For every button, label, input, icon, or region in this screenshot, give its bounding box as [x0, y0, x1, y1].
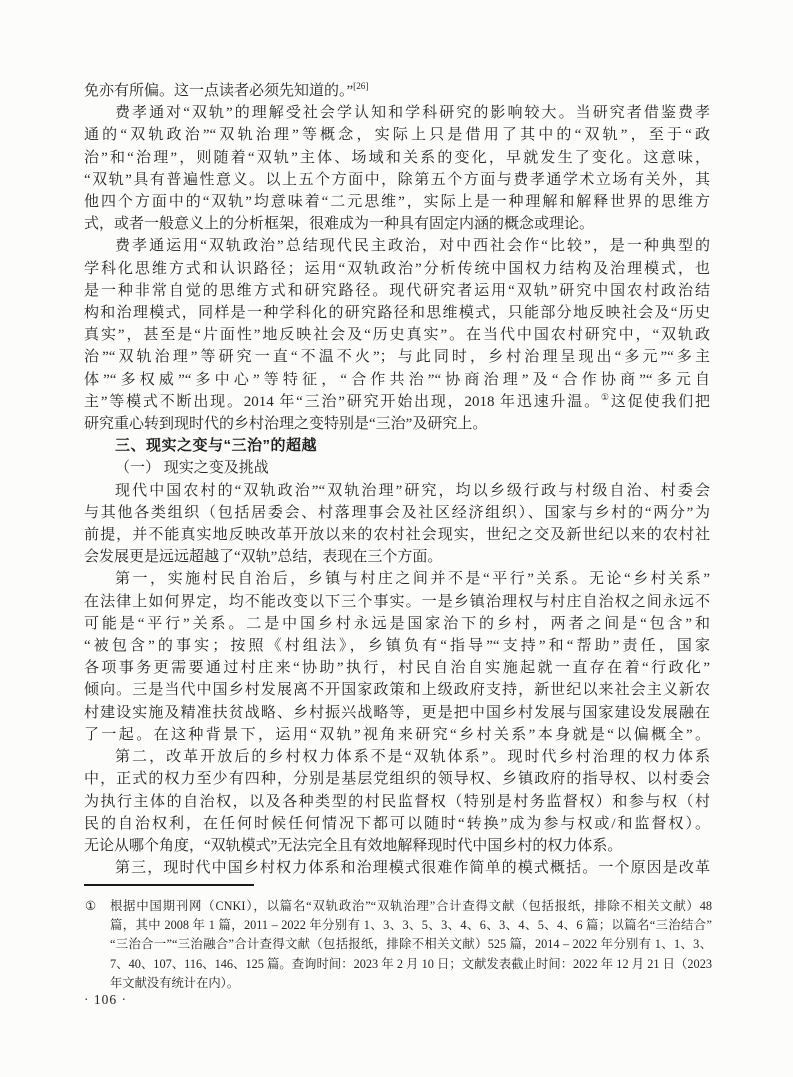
text-line: 第二，改革开放后的乡村权力体系不是“双轨体系”。现时代乡村治理的权力体系	[115, 749, 710, 766]
paragraph	[84, 857, 710, 879]
paragraph	[84, 102, 710, 235]
text-line: 主”等模式不断出现。2014 年“三治”研究开始出现，2018 年迅速升温。①这促使我们把	[84, 391, 710, 410]
text-line: 是一种非常自觉的思维方式和研究路径。现代研究者运用“双轨”研究中国农村政治结	[84, 282, 710, 299]
text-line: 现代中国农村的“双轨政治”“双轨治理”研究，均以乡级行政与村级自治、村委会	[115, 482, 710, 499]
text-line: 中，正式的权力至少有四种，分别是基层党组织的领导权、乡镇政府的指导权、以村委会	[84, 771, 710, 788]
text-line: 可能是“平行”关系。二是中国乡村永远是国家治下的乡村，两者之间是“包含”和	[84, 615, 710, 632]
text-line: 真实”，甚至是“片面性”地反映社会及“历史真实”。在当代中国农村研究中，“双轨政	[84, 327, 710, 344]
text-line: 会发展更是远远超越了“双轨”总结，表现在三个方面。	[84, 549, 443, 566]
text-line: 免亦有所偏。这一点读者必须先知道的。”[26]	[84, 81, 369, 99]
text-line: 村建设实施及精准扶贫战略、乡村振兴战略等，更是把中国乡村发展与国家建设发展融在	[84, 704, 710, 721]
text-line: “被包含”的事实；按照《村组法》，乡镇负有“指导”“支持”和“帮助”责任，国家	[84, 638, 710, 655]
text-line: 各项事务更需要通过村庄来“协助”执行，村民自治自实施起就一直存在着“行政化”	[84, 660, 710, 677]
footnote-area	[84, 897, 712, 993]
text-line: 倾向。三是当代中国乡村发展离不开国家政策和上级政府支持，新世纪以来社会主义新农	[84, 682, 710, 699]
text-line: 无论从哪个角度，“双轨模式”无法完全且有效地解释现时代中国乡村的权力体系。	[84, 837, 623, 854]
section-heading: 三、现实之变与“三治”的超越	[115, 437, 318, 455]
paragraph	[84, 746, 710, 857]
footnote-ref-superscript: [26]	[353, 81, 369, 91]
text-line: 体”“多权威”“多中心”等特征，“合作共治”“协商治理”及“合作协商”“多元自	[84, 371, 710, 388]
text-line: 构和治理模式，同样是一种学科化的研究路径和思维模式，只能部分地反映社会及“历史	[84, 305, 710, 322]
text-line: 了一起。在这种背景下，运用“双轨”视角来研究“乡村关系”本身就是“以偏概全”。	[84, 726, 710, 743]
text-line: 第一，实施村民自治后，乡镇与村庄之间并不是“平行”关系。无论“乡村关系”	[115, 571, 710, 588]
text-line: 费孝通运用“双轨政治”总结现代民主政治，对中西社会作“比较”，是一种典型的	[115, 238, 710, 255]
footnote-marker: ①	[85, 899, 97, 913]
text-line: 为执行主体的自治权，以及各种类型的村民监督权（特别是村务监督权）和参与权（村	[84, 793, 710, 810]
text-line: 治”“双轨治理”等研究一直“不温不火”；与此同时，乡村治理呈现出“多元”“多主	[84, 349, 710, 366]
text-line: 研究重心转到现时代的乡村治理之变特别是“三治”及研究上。	[84, 416, 488, 433]
footnote-line: “三治合一”“三治融合”合计查得文献（包括报纸，排除不相关文献）525 篇，2014 – 2022 年分别有 1、1、3、	[110, 937, 712, 952]
footnote-text	[110, 897, 712, 993]
text-line: 他四个方面中的“双轨”均意味着“二元思维”，实际上是一种理解和解释世界的思维方	[84, 194, 710, 211]
footnote-line: 篇，其中 2008 年 1 篇，2011 – 2022 年分别有 1、3、3、5、3、4、6、3、4、5、4、6 篇；以篇名“三治结合”	[110, 918, 712, 933]
text-line: 前提，并不能真实地反映改革开放以来的农村社会现实，世纪之交及新世纪以来的农村社	[84, 527, 710, 544]
footnote-line: 根据中国期刊网（CNKI），以篇名“双轨政治”“双轨治理”合计查得文献（包括报纸，排除不相关文献）48	[110, 899, 712, 913]
text-line: 治”和“治理”，则随着“双轨”主体、场域和关系的变化，早就发生了变化。这意味，	[84, 149, 710, 166]
footnote-line: 年文献没有统计在内）。	[110, 975, 240, 990]
page-number: · 106 ·	[84, 992, 127, 1007]
text-line: 与其他各类组织（包括居委会、村落理事会及社区经济组织）、国家与乡村的“两分”为	[84, 504, 710, 521]
paragraph	[84, 235, 710, 435]
text-line: 第三，现时代中国乡村权力体系和治理模式很难作简单的模式概括。一个原因是改革	[115, 860, 710, 877]
text-line: “双轨”具有普遍性意义。以上五个方面中，除第五个方面与费孝通学术立场有关外，其	[84, 171, 710, 188]
footnote-rule	[84, 884, 254, 886]
document-body	[84, 80, 710, 879]
footnote	[84, 897, 712, 993]
text-line: 民的自治权利，在任何时候任何情况下都可以随时“转换”成为参与权或/和监督权）。	[84, 815, 710, 832]
text-line: 费孝通对“双轨”的理解受社会学认知和学科研究的影响较大。当研究者借鉴费孝	[115, 105, 710, 122]
paragraph	[84, 80, 710, 102]
subsection-heading: （一） 现实之变及挑战	[115, 460, 269, 477]
footnote-line: 7、40、107、116、146、125 篇。查询时间：2023 年 2 月 10 日；文献发表截止时间：2022 年 12 月 21 日（2023	[110, 956, 712, 971]
footnote-ref-superscript: ①	[600, 391, 611, 402]
text-line: 通的“双轨政治”“双轨治理”等概念，实际上只是借用了其中的“双轨”，至于“政	[84, 127, 710, 144]
text-line: 式，或者一般意义上的分析框架，很难成为一种具有固定内涵的概念或理论。	[84, 216, 595, 233]
text-line: 在法律上如何界定，均不能改变以下三个事实。一是乡镇治理权与村庄自治权之间永远不	[84, 593, 710, 610]
paragraph	[84, 480, 710, 569]
paragraph	[84, 568, 710, 746]
text-line: 学科化思维方式和认识路径；运用“双轨政治”分析传统中国权力结构及治理模式，也	[84, 260, 710, 277]
